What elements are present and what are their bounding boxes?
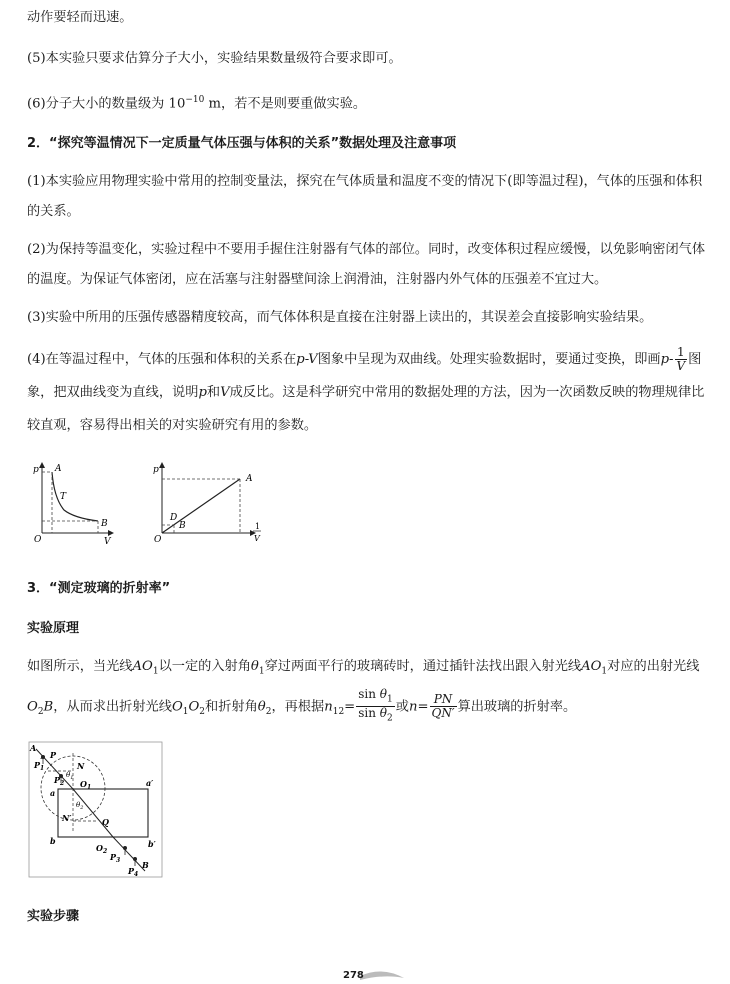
page-number: 278: [343, 970, 364, 981]
label-p2: $P_2$: [54, 775, 65, 787]
origin-label: O: [154, 535, 162, 545]
refraction-diagram: [28, 741, 163, 878]
section-heading: 2．“探究等温情况下一定质量气体压强与体积的关系”数据处理及注意事项: [27, 136, 457, 151]
text-line: (5)本实验只要求估算分子大小，实验结果数量级符合要求即可。: [27, 51, 402, 66]
text-line: 动作要轻而迅速。: [27, 10, 133, 25]
subsection-heading: 实验原理: [27, 621, 80, 636]
label-theta1: $\theta_1$: [66, 771, 74, 781]
label-p3: $P_3$: [110, 852, 121, 864]
label-q: Q: [102, 817, 109, 827]
label-a-point: A: [30, 743, 37, 753]
section-heading: 3．“测定玻璃的折射率”: [27, 581, 171, 596]
label-a: a: [50, 788, 56, 798]
point-label: A: [246, 474, 253, 484]
point-label: D: [170, 513, 178, 523]
point-label: B: [179, 521, 186, 531]
paragraph: (2)为保持等温变化，实验过程中不要用手握住注射器有气体的部位。同时，改变体积过程应缓慢，以免影响密闭气体的温度。为保证气体密闭，应在活塞与注射器壁间涂上润滑油，注射器内外气体的压强差不宜过大。: [27, 242, 706, 287]
label-n-prime: N′: [62, 813, 72, 823]
label-b-prime: b′: [148, 839, 156, 849]
paragraph: (3)实验中所用的压强传感器精度较高，而气体体积是直接在注射器上读出的，其误差会直接影响实验结果。: [27, 310, 653, 325]
pv-graphs-figure: [28, 458, 273, 548]
axis-label: 1: [255, 522, 261, 531]
point-label: B: [101, 519, 108, 529]
axis-label: p: [153, 465, 159, 475]
curve-label: T: [60, 492, 67, 502]
label-p4: $P_4$: [128, 866, 139, 878]
label-b: b: [50, 836, 56, 846]
label-theta2: $\theta_2$: [76, 801, 84, 811]
subsection-heading: 实验步骤: [27, 909, 80, 924]
paragraph: (4)在等温过程中，气体的压强和体积的关系在p-V图象中呈现为双曲线。处理实验数据时，要通过变换，即画p- $\frac{1}{V}$ 图象，把双曲线变为直线，说明p和V成反比。这是科学研究中常用的数据处理的方法，因为一次函数反映的物理规律比较直观，容易得出相关的对实验研究有用的参数。: [27, 345, 705, 433]
label-a-prime: a′: [146, 778, 154, 788]
axis-label: V: [254, 534, 260, 543]
label-p1: $P_1$: [34, 760, 45, 772]
label-o2: $O_2$: [96, 843, 108, 855]
label-n: N: [77, 761, 85, 771]
label-o1: $O_1$: [80, 779, 92, 791]
point-label: A: [55, 464, 62, 474]
paragraph: 如图所示，当光线$AO_1$以一定的入射角$\theta_1$穿过两面平行的玻璃砖时，通过插针法找出跟入射光线$AO_1$对应的出射光线$O_2B$，从而求出折射光线$O_1O_2$和折射角$\theta_2$，再根据$n_{12}=$ $\frac{\sin \theta_1}{\sin \theta_2}$ 或n= $\frac{PN}{QN'}$ 算出玻璃的折射率。: [27, 659, 700, 724]
page-number-swoosh: [360, 966, 410, 984]
axis-label: p: [33, 465, 39, 475]
origin-label: O: [34, 535, 42, 545]
text-line: (6)分子大小的数量级为 $10^{-10}$ m，若不是则要重做实验。: [27, 95, 367, 112]
paragraph: (1)本实验应用物理实验中常用的控制变量法，探究在气体质量和温度不变的情况下(即等温过程)，气体的压强和体积的关系。: [27, 174, 703, 219]
axis-label: V: [104, 537, 111, 547]
label-b-point: B: [142, 860, 149, 870]
label-p: P: [50, 750, 57, 760]
